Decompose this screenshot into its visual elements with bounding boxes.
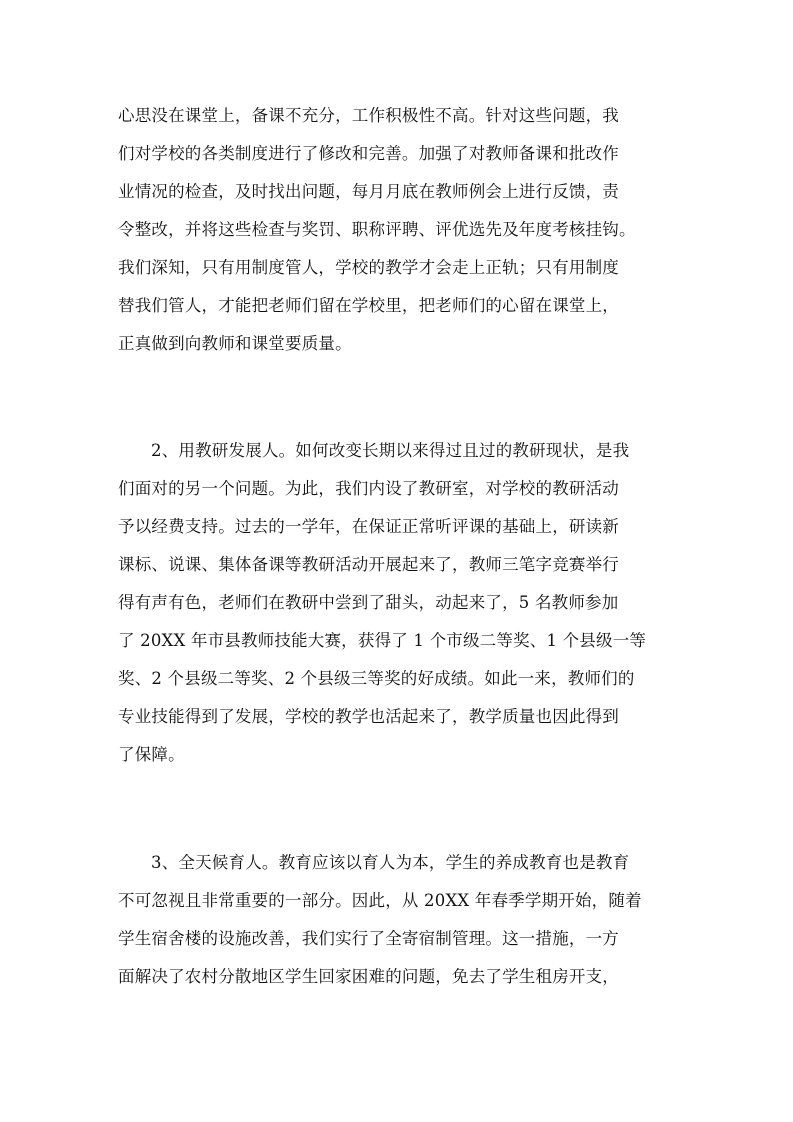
text-line: 予以经费支持。过去的一学年，在保证正常听评课的基础上，研读新 [118, 517, 619, 536]
text-line: 心思没在课堂上，备课不充分，工作积极性不高。针对这些问题，我 [118, 106, 619, 125]
text-line: 面解决了农村分散地区学生回家困难的问题，免去了学生租房开支， [118, 967, 619, 986]
text-line: 奖、2 个县级二等奖、2 个县级三等奖的好成绩。如此一来，教师们的 [118, 669, 635, 688]
text-line: 2、用教研发展人。如何改变长期以来得过且过的教研现状，是我 [151, 441, 630, 460]
text-line: 得有声有色，老师们在教研中尝到了甜头，动起来了，5 名教师参加 [118, 593, 619, 612]
text-line: 了 20XX 年市县教师技能大赛，获得了 1 个市级二等奖、1 个县级一等 [118, 631, 647, 650]
text-line: 令整改，并将这些检查与奖罚、职称评聘、评优选先及年度考核挂钩。 [118, 220, 636, 239]
text-line: 业情况的检查，及时找出问题，每月月底在教师例会上进行反馈，责 [118, 182, 619, 201]
text-line: 学生宿舍楼的设施改善，我们实行了全寄宿制管理。这一措施，一方 [118, 929, 619, 948]
text-line: 专业技能得到了发展，学校的教学也活起来了，教学质量也因此得到 [118, 707, 619, 726]
text-line: 们对学校的各类制度进行了修改和完善。加强了对教师备课和批改作 [118, 144, 619, 163]
text-line: 们面对的另一个问题。为此，我们内设了教研室，对学校的教研活动 [118, 479, 619, 498]
text-line: 3、全天候育人。教育应该以育人为本，学生的养成教育也是教育 [151, 853, 630, 872]
text-line: 正真做到向教师和课堂要质量。 [118, 334, 352, 353]
text-line: 不可忽视且非常重要的一部分。因此，从 20XX 年春季学期开始，随着 [118, 891, 642, 910]
text-line: 替我们管人，才能把老师们留在学校里，把老师们的心留在课堂上， [118, 296, 619, 315]
text-line: 了保障。 [118, 745, 185, 764]
text-line: 我们深知，只有用制度管人，学校的教学才会走上正轨；只有用制度 [118, 258, 619, 277]
text-line: 课标、说课、集体备课等教研活动开展起来了，教师三笔字竞赛举行 [118, 555, 619, 574]
